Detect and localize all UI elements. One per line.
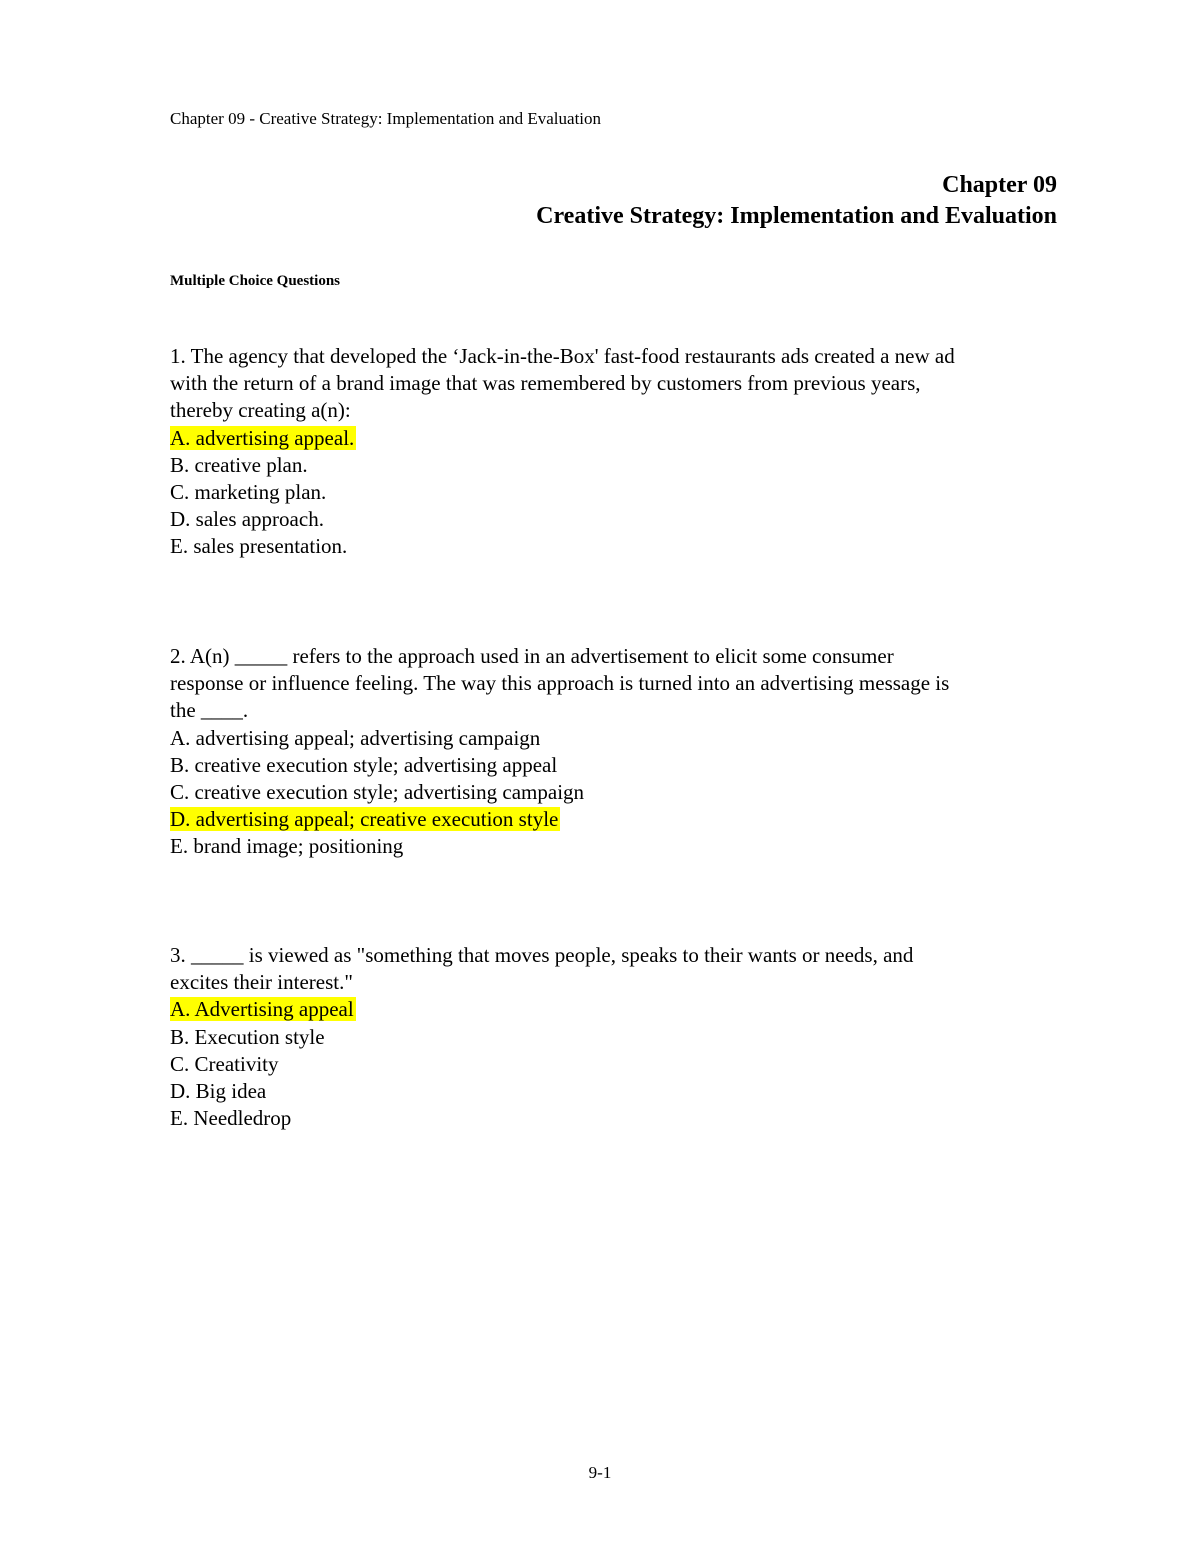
answer-option-text: E. brand image; positioning xyxy=(170,834,404,859)
answer-option-text: D. Big idea xyxy=(170,1079,267,1104)
question-stem-line: with the return of a brand image that was remembered by customers from previous years, xyxy=(170,371,921,396)
question-3 xyxy=(170,942,1070,1132)
answer-option-text: E. sales presentation. xyxy=(170,534,348,559)
answer-option-text: B. creative execution style; advertising appeal xyxy=(170,752,558,777)
answer-option-text: A. advertising appeal. xyxy=(170,425,355,450)
answer-option-text: B. Execution style xyxy=(170,1024,325,1049)
chapter-number: Chapter 09 xyxy=(942,172,1057,198)
question-stem-line: 2. A(n) _____ refers to the approach used in an advertisement to elicit some consumer xyxy=(170,644,894,668)
answer-option-e xyxy=(170,533,1070,560)
answer-option-e xyxy=(170,1105,1070,1132)
answer-option-text: E. Needledrop xyxy=(170,1106,292,1131)
answer-option-e xyxy=(170,833,1070,860)
answer-option-d xyxy=(170,506,1070,533)
answer-option-text: C. marketing plan. xyxy=(170,480,327,505)
page-number: 9-1 xyxy=(588,1463,612,1482)
answer-option-text: A. Advertising appeal xyxy=(170,997,354,1022)
answer-option-c xyxy=(170,1051,1070,1078)
question-stem-line: response or influence feeling. The way this approach is turned into an advertising message is xyxy=(170,671,950,696)
answer-option-text: D. advertising appeal; creative execution style xyxy=(170,807,559,832)
answer-option-d xyxy=(170,1078,1070,1105)
answer-option-b xyxy=(170,752,1070,779)
chapter-title-block xyxy=(536,170,1057,232)
section-heading: Multiple Choice Questions xyxy=(170,273,341,289)
question-stem-line: thereby creating a(n): xyxy=(170,398,351,423)
question-stem-line: excites their interest." xyxy=(170,970,353,995)
running-header: Chapter 09 - Creative Strategy: Implementation and Evaluation xyxy=(170,109,602,128)
answer-option-a xyxy=(170,425,1070,452)
question-stem-line: the ____. xyxy=(170,698,249,723)
answer-option-text: B. creative plan. xyxy=(170,452,308,477)
answer-option-b xyxy=(170,452,1070,479)
answer-option-c xyxy=(170,779,1070,806)
question-2 xyxy=(170,643,1070,861)
question-stem-line: 3. _____ is viewed as "something that moves people, speaks to their wants or needs, and xyxy=(170,943,914,967)
answer-option-text: D. sales approach. xyxy=(170,507,324,532)
answer-option-text: A. advertising appeal; advertising campaign xyxy=(170,725,541,750)
answer-option-text: C. creative execution style; advertising campaign xyxy=(170,780,585,805)
answer-option-a xyxy=(170,996,1070,1023)
answer-option-d xyxy=(170,806,1070,833)
question-1 xyxy=(170,343,1070,561)
answer-option-text: C. Creativity xyxy=(170,1051,279,1076)
answer-option-c xyxy=(170,479,1070,506)
answer-option-a xyxy=(170,725,1070,752)
question-stem-line: 1. The agency that developed the ‘Jack-in-the-Box' fast-food restaurants ads created a new ad xyxy=(170,344,955,368)
answer-option-b xyxy=(170,1024,1070,1051)
chapter-title: Creative Strategy: Implementation and Evaluation xyxy=(536,203,1057,229)
